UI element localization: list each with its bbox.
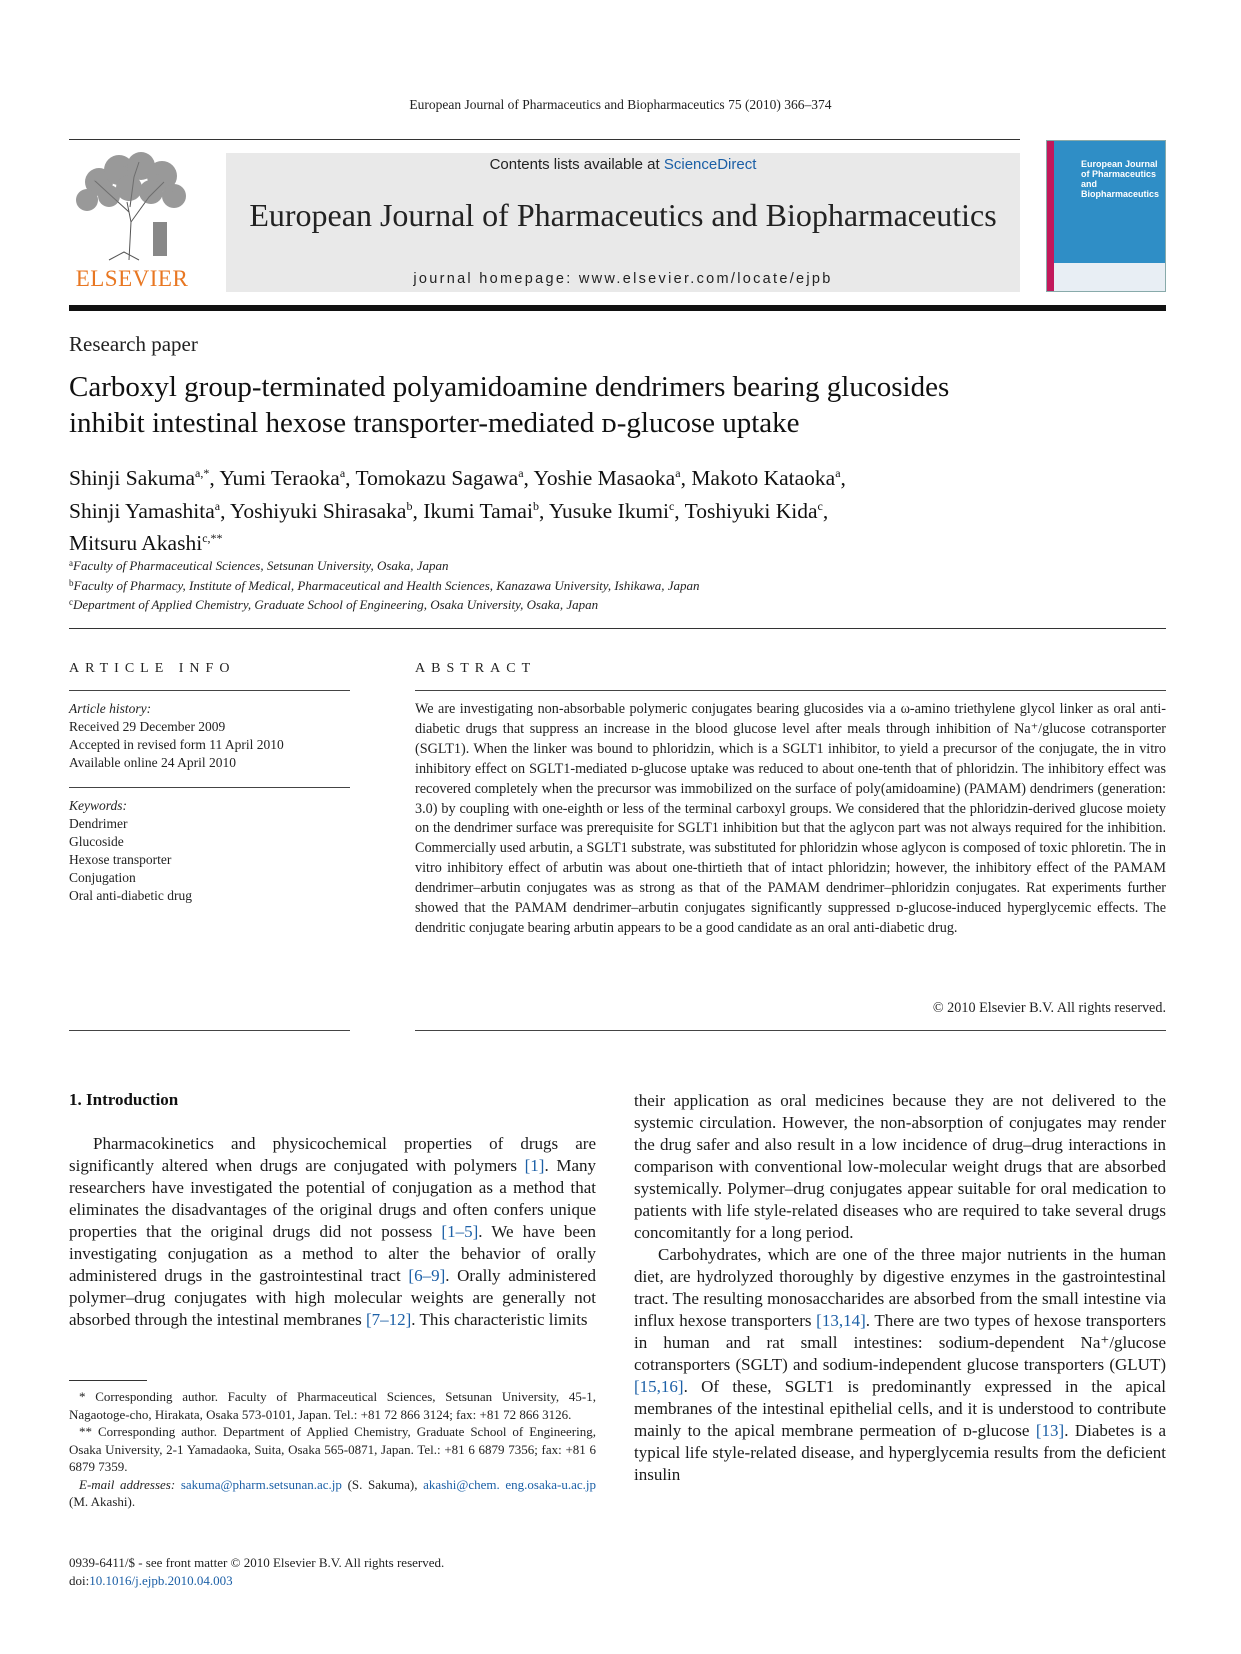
title-line-2: inhibit intestinal hexose transporter-mediated ᴅ-glucose uptake xyxy=(69,407,800,439)
body-paragraph xyxy=(634,1244,1166,1486)
contents-line xyxy=(226,156,1020,173)
email-link[interactable]: akashi@chem. eng.osaka-u.ac.jp xyxy=(423,1476,596,1492)
body-text: Pharmacokinetics and physicochemical properties of drugs are significantly altered when drugs are conjugated with polymers xyxy=(69,1134,596,1175)
author-name[interactable]: Yumi Teraoka xyxy=(219,466,340,490)
article-history xyxy=(69,700,350,772)
keyword: Hexose transporter xyxy=(69,852,172,867)
sciencedirect-link[interactable]: ScienceDirect xyxy=(663,156,757,173)
keywords-block xyxy=(69,797,350,905)
history-label: Article history: xyxy=(69,701,152,716)
author-list xyxy=(69,460,1149,558)
citation-link[interactable]: [1–5] xyxy=(441,1222,479,1241)
author-sup: a xyxy=(339,466,346,480)
body-paragraph: their application as oral medicines because they are not delivered to the systemic circulation. However, the non-absorption of conjugates may render the drug safer and also result in a low incidence of drug–drug interactions in comparison with conventional low-molecular weight drugs that are absorbed systemically. Polymer–drug conjugates appear suitable for oral medication to patients with life style-related diseases who are required to take several drugs concomitantly for a long period. xyxy=(634,1091,1166,1242)
email-label: E-mail addresses: xyxy=(79,1476,181,1492)
abstract-text: We are investigating non-absorbable polymeric conjugates bearing glucosides via a ω-amino triethylene glycol linker as oral anti-diabetic drugs that suppress an increase in the blood glucose level after meals through inhibition of Na⁺/glucose cotransporter (SGLT1). When the linker was bound to phloridzin, which is a SGLT1 inhibitor, to yield a precursor of the conjugate, the in vitro inhibitory effect on SGLT1-mediated ᴅ-glucose uptake was reduced to about one-tenth that of phloridzin. The inhibitory effect was recovered completely when the precursor was immobilized on the surface of poly(amidoamine) (PAMAM) dendrimers (generation: 3.0) by coupling with one-eighth or less of the terminal carboxyl groups. We considered that the phloridzin-derived glucose moiety on the dendrimer surface was prerequisite for SGLT1 inhibition but that the aglycon part was not always required for the inhibition. Commercially used arbutin, a SGLT1 substrate, was substituted for phloridzin whose aglycon is composed of toxic phloretin. The in vitro inhibitory effect of arbutin was about one-thirtieth that of intact phloridzin; however, the inhibitory effect of the PAMAM dendrimer–arbutin conjugates was as strong as that of the PAMAM dendrimer–phloridzin conjugates. Rat experiments further showed that the PAMAM dendrimer–arbutin conjugates significantly suppressed ᴅ-glucose-induced hyperglycemic effects. The dendritic conjugate bearing arbutin appears to be a good candidate as an oral anti-diabetic drug. xyxy=(415,701,1166,936)
email-owner: (S. Sakuma), xyxy=(341,1476,424,1492)
author-line-3 xyxy=(69,525,1149,558)
author-sup: a,* xyxy=(195,466,210,480)
author-sup: b xyxy=(532,498,539,513)
footnote-emails xyxy=(69,1476,596,1511)
citation-link[interactable]: [6–9] xyxy=(408,1266,446,1285)
elsevier-logo[interactable] xyxy=(69,152,195,292)
email-owner: (M. Akashi). xyxy=(69,1494,136,1509)
affiliation-b xyxy=(69,575,1149,595)
author-separator: , xyxy=(523,466,534,490)
cover-stripe xyxy=(1047,141,1054,291)
elsevier-wordmark: ELSEVIER xyxy=(75,266,189,291)
footnote-rule xyxy=(69,1380,147,1381)
affiliation-text: Department of Applied Chemistry, Graduate School of Engineering, Osaka University, Osaka, Japan xyxy=(73,597,599,612)
affiliation-a xyxy=(69,555,1149,575)
author-separator: , xyxy=(412,498,424,523)
abstract-copyright: © 2010 Elsevier B.V. All rights reserved. xyxy=(932,1000,1166,1016)
author-sup: c xyxy=(817,498,823,513)
author-name[interactable]: Mitsuru Akashi xyxy=(69,531,203,555)
cover-title: European Journal of Pharmaceutics and Biopharmaceutics xyxy=(1081,159,1160,199)
author-separator: , xyxy=(680,466,692,490)
body-text: . This characteristic limits xyxy=(411,1310,588,1329)
author-name[interactable]: Toshiyuki Kida xyxy=(684,498,818,523)
intro-right-column xyxy=(634,1090,1166,1486)
article-info-heading: ARTICLE INFO xyxy=(69,661,236,676)
online-date: Available online 24 April 2010 xyxy=(69,755,236,770)
affiliation-text: Faculty of Pharmaceutical Sciences, Setsunan University, Osaka, Japan xyxy=(73,558,449,573)
body-text: . There are two types of hexose transporters in human and rat small intestines: sodium-dependent Na⁺/glucose cotransporters (SGLT) and sodium-independent glucose transporters (GLUT) xyxy=(634,1311,1166,1374)
author-sup: c xyxy=(668,498,675,513)
author-name[interactable]: Yoshie Masaoka xyxy=(533,466,676,490)
author-sup: c,** xyxy=(202,531,223,545)
footnote-2: ** Corresponding author. Department of Applied Chemistry, Graduate School of Engineering, Osaka University, 2-1 Yamadaoka, Suita, Osaka 565-0871, Japan. Tel.: +81 6 6879 7356; fax: +81 6 6879 7359. xyxy=(69,1424,596,1474)
masthead-rule xyxy=(69,305,1166,311)
doi-line xyxy=(69,1572,596,1590)
journal-title: European Journal of Pharmaceutics and Biopharmaceutics xyxy=(249,197,997,233)
contents-prefix: Contents lists available at xyxy=(489,156,664,173)
section-rule xyxy=(69,628,1166,629)
abstract-rule xyxy=(415,690,1166,691)
author-separator: , xyxy=(674,498,685,523)
journal-homepage[interactable]: journal homepage: www.elsevier.com/locate/ejpb xyxy=(413,271,833,287)
author-separator: , xyxy=(538,498,549,523)
author-name[interactable]: Yusuke Ikumi xyxy=(548,498,669,523)
author-name[interactable]: Shinji Sakuma xyxy=(69,466,196,490)
author-name[interactable]: Yoshiyuki Shirasaka xyxy=(230,498,407,523)
affiliation-text: Faculty of Pharmacy, Institute of Medical, Pharmaceutical and Health Sciences, Kanazawa University, Ishikawa, Japan xyxy=(73,577,700,593)
citation-link[interactable]: [7–12] xyxy=(365,1310,412,1329)
title-line-1: Carboxyl group-terminated polyamidoamine dendrimers bearing glucosides xyxy=(69,371,950,403)
issn-line: 0939-6411/$ - see front matter © 2010 Elsevier B.V. All rights reserved. xyxy=(69,1555,445,1570)
article-info-rule xyxy=(69,690,350,691)
author-separator: , xyxy=(840,466,846,490)
author-name[interactable]: Ikumi Tamai xyxy=(423,498,533,523)
author-sup: b xyxy=(406,498,413,513)
author-name[interactable]: Makoto Kataoka xyxy=(691,466,836,490)
keywords-rule xyxy=(69,787,350,788)
received-date: Received 29 December 2009 xyxy=(69,719,226,734)
keyword: Oral anti-diabetic drug xyxy=(69,888,192,903)
body-text: Carbohydrates, which are one of the three major nutrients in the human diet, are hydrolyzed thoroughly by digestive enzymes in the gastrointestinal tract. The resulting monosaccharides are absorbed from the small intestine via influx hexose transporters xyxy=(634,1245,1166,1330)
body-text: . Many researchers have investigated the potential of conjugation as a method that eliminates the disadvantages of the original drugs and often confers unique properties that the original drugs did not possess xyxy=(69,1156,596,1241)
body-text: . Of these, SGLT1 is predominantly expressed in the apical membranes of the intestinal epithelial cells, and it is understood to contribute mainly to the apical membrane permeation of ᴅ-glucose xyxy=(634,1377,1166,1440)
doi-link[interactable]: 10.1016/j.ejpb.2010.04.003 xyxy=(89,1573,233,1588)
footnote-1: * Corresponding author. Faculty of Pharmaceutical Sciences, Setsunan University, 45-1, Nagaotoge-cho, Hirakata, Osaka 573-0101, Japan. Tel.: +81 72 866 3124; fax: +81 72 866 3126. xyxy=(69,1389,596,1422)
body-text: . Orally administered polymer–drug conjugates with high molecular weights are generally not absorbed through the intestinal membranes xyxy=(69,1266,596,1329)
author-separator: , xyxy=(220,498,231,523)
keyword: Conjugation xyxy=(69,870,136,885)
body-text: . We have been investigating conjugation as a method to alter the behavior of orally administered drugs in the gastrointestinal tract xyxy=(69,1222,597,1285)
author-name[interactable]: Tomokazu Sagawa xyxy=(355,466,519,490)
abstract-bottom-rule xyxy=(415,1030,1166,1031)
affiliation-c xyxy=(69,594,1149,614)
citation-link[interactable]: [1] xyxy=(524,1156,545,1175)
running-head: European Journal of Pharmaceutics and Biopharmaceutics 75 (2010) 366–374 xyxy=(409,97,832,112)
author-sup: a xyxy=(518,466,524,480)
elsevier-tree-icon xyxy=(69,152,195,262)
author-line-1 xyxy=(69,460,1149,493)
author-sup: a xyxy=(835,466,841,480)
body-text: . Diabetes is a typical life style-related disease, and hyperglycemia results from the deficient insulin xyxy=(634,1421,1167,1484)
email-link[interactable]: sakuma@pharm.setsunan.ac.jp xyxy=(180,1476,342,1492)
citation-link[interactable]: [15,16] xyxy=(634,1377,684,1396)
author-sup: a xyxy=(214,498,221,513)
keywords-label: Keywords: xyxy=(69,798,127,813)
author-line-2 xyxy=(69,493,1149,526)
footnotes xyxy=(69,1388,596,1511)
journal-masthead xyxy=(226,153,1020,292)
doi-prefix: doi: xyxy=(69,1573,90,1588)
article-title xyxy=(69,369,1149,441)
author-separator: , xyxy=(209,466,220,490)
abstract-heading: ABSTRACT xyxy=(415,661,537,676)
affiliations xyxy=(69,555,1149,614)
author-sup: a xyxy=(675,466,681,480)
keyword: Glucoside xyxy=(69,834,124,849)
article-type: Research paper xyxy=(69,332,198,356)
front-matter xyxy=(69,1554,596,1590)
citation-link[interactable]: [13,14] xyxy=(816,1311,866,1330)
author-separator: , xyxy=(345,466,356,490)
cover-footer xyxy=(1054,263,1165,291)
article-info-bottom-rule xyxy=(69,1030,350,1031)
accepted-date: Accepted in revised form 11 April 2010 xyxy=(69,737,284,752)
affiliation-sup: b xyxy=(69,577,74,588)
keyword: Dendrimer xyxy=(69,816,128,831)
affiliation-sup: c xyxy=(69,597,73,607)
author-name[interactable]: Shinji Yamashita xyxy=(69,498,215,523)
citation-link[interactable]: [13] xyxy=(1035,1421,1065,1440)
author-separator: , xyxy=(822,498,829,523)
intro-left-column xyxy=(69,1133,596,1331)
journal-cover[interactable] xyxy=(1046,140,1166,292)
header-rule xyxy=(69,139,1020,140)
introduction-heading: 1. Introduction xyxy=(69,1090,179,1109)
affiliation-sup: a xyxy=(69,558,73,568)
